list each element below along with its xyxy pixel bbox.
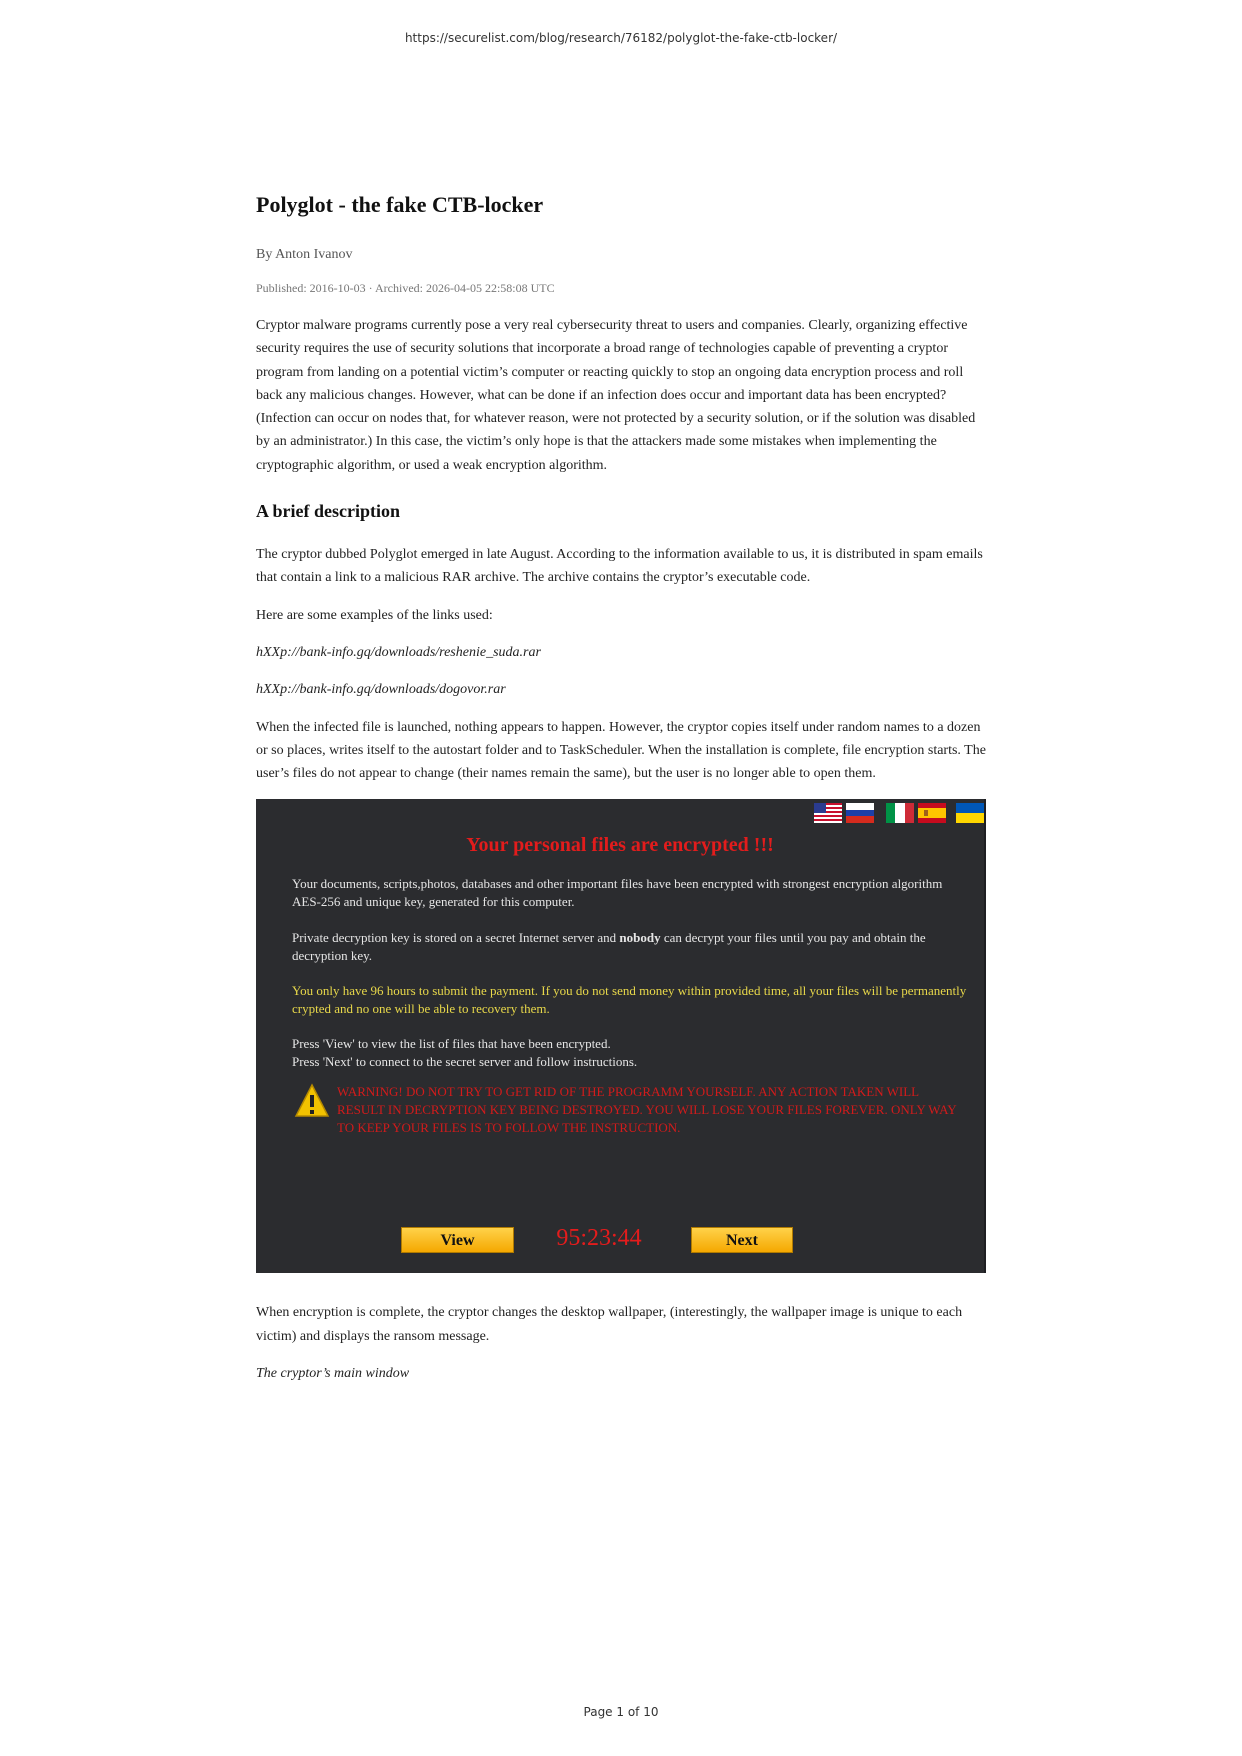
ua-flag-icon[interactable] (956, 803, 984, 823)
ransom-title: Your personal files are encrypted !!! (466, 834, 774, 857)
ransom-paragraph-encrypted: Your documents, scripts,photos, databases and other important files have been encrypted with strongest encryption algorithm AES-256 and unique key, generated for this computer. (292, 876, 943, 910)
page-url-header: https://securelist.com/blog/research/76182/polyglot-the-fake-ctb-locker/ (404, 31, 838, 45)
paragraph-wallpaper: When encryption is complete, the cryptor changes the desktop wallpaper, (interestingly, the wallpaper image is unique to each victim) and displays the ransom message. (256, 1305, 963, 1344)
ransom-window-screenshot (256, 799, 986, 1273)
figure-caption: The cryptor’s main window (256, 1366, 410, 1382)
ransom-paragraph-deadline: You only have 96 hours to submit the payment. If you do not send money within provided time, all your files will be permanently crypted and no one will be able to recovery them. (292, 983, 967, 1017)
page-number: Page 1 of 10 (583, 1705, 659, 1719)
view-button[interactable]: View (401, 1227, 514, 1253)
ru-flag-icon[interactable] (846, 803, 874, 823)
article-meta: Published: 2016-10-03 · Archived: 2026-04-05 22:58:08 UTC (256, 281, 555, 295)
example-link-2: hXXp://bank-info.gq/downloads/dogovor.rar (256, 682, 506, 698)
ransom-key-text-2: can decrypt your files until you pay and obtain the decryption key. (292, 930, 926, 964)
intro-paragraph: Cryptor malware programs currently pose a very real cybersecurity threat to users and companies. Clearly, organizing effective security requires the use of security solutions that incorporate a broad range of technologies capable of preventing a cryptor program from landing on a potential victim’s computer or reacting quickly to stop an ongoing data encryption process and roll back any malicious changes. However, what can be done if an infection does occur and important data has been encrypted? (Infection can occur on nodes that, for whatever reason, were not protected by a security solution, or if the solution was disabled by an administrator.) In this case, the victim’s only hope is that the attackers made some mistakes when implementing the cryptographic algorithm, or used a weak encryption algorithm. (256, 318, 976, 473)
ransom-warning-text: WARNING! DO NOT TRY TO GET RID OF THE PROGRAMM YOURSELF. ANY ACTION TAKEN WILL RESULT IN DECRYPTION KEY BEING DESTROYED. YOU WILL LOSE YOUR FILES FOREVER. ONLY WAY TO KEEP YOUR FILES IS TO FOLLOW THE INSTRUCTION. (337, 1084, 957, 1136)
us-flag-icon[interactable] (814, 803, 842, 823)
es-flag-icon[interactable] (918, 803, 946, 823)
ransom-paragraph-key (292, 929, 972, 965)
article-title: Polyglot - the fake CTB-locker (256, 192, 544, 217)
ransom-key-text-1: Private decryption key is stored on a secret Internet server and (292, 930, 620, 946)
paragraph-distribution: The cryptor dubbed Polyglot emerged in late August. According to the information available to us, it is distributed in spam emails that contain a link to a malicious RAR archive. The archive contains the cryptor’s executable code. (256, 547, 983, 586)
ransom-paragraph-instructions (292, 1035, 972, 1071)
paragraph-links-intro: Here are some examples of the links used: (256, 607, 493, 623)
ransom-instruction-next: Press 'Next' to connect to the secret server and follow instructions. (292, 1054, 638, 1070)
ransom-key-text-bold: nobody (619, 930, 661, 946)
example-link-1: hXXp://bank-info.gq/downloads/reshenie_suda.rar (256, 644, 541, 660)
article (256, 190, 986, 1399)
ransom-instruction-view: Press 'View' to view the list of files that have been encrypted. (292, 1036, 611, 1052)
article-byline: By Anton Ivanov (256, 247, 353, 262)
next-button[interactable]: Next (691, 1227, 793, 1253)
section-heading: A brief description (256, 501, 400, 522)
it-flag-icon[interactable] (886, 803, 914, 823)
paragraph-infection: When the infected file is launched, nothing appears to happen. However, the cryptor copies itself under random names to a dozen or so places, writes itself to the autostart folder and to TaskScheduler. When the installation is complete, file encryption starts. The user’s files do not appear to change (their names remain the same), but the user is no longer able to open them. (256, 719, 986, 782)
countdown-timer: 95:23:44 (556, 1225, 642, 1252)
warning-icon (294, 1083, 330, 1119)
